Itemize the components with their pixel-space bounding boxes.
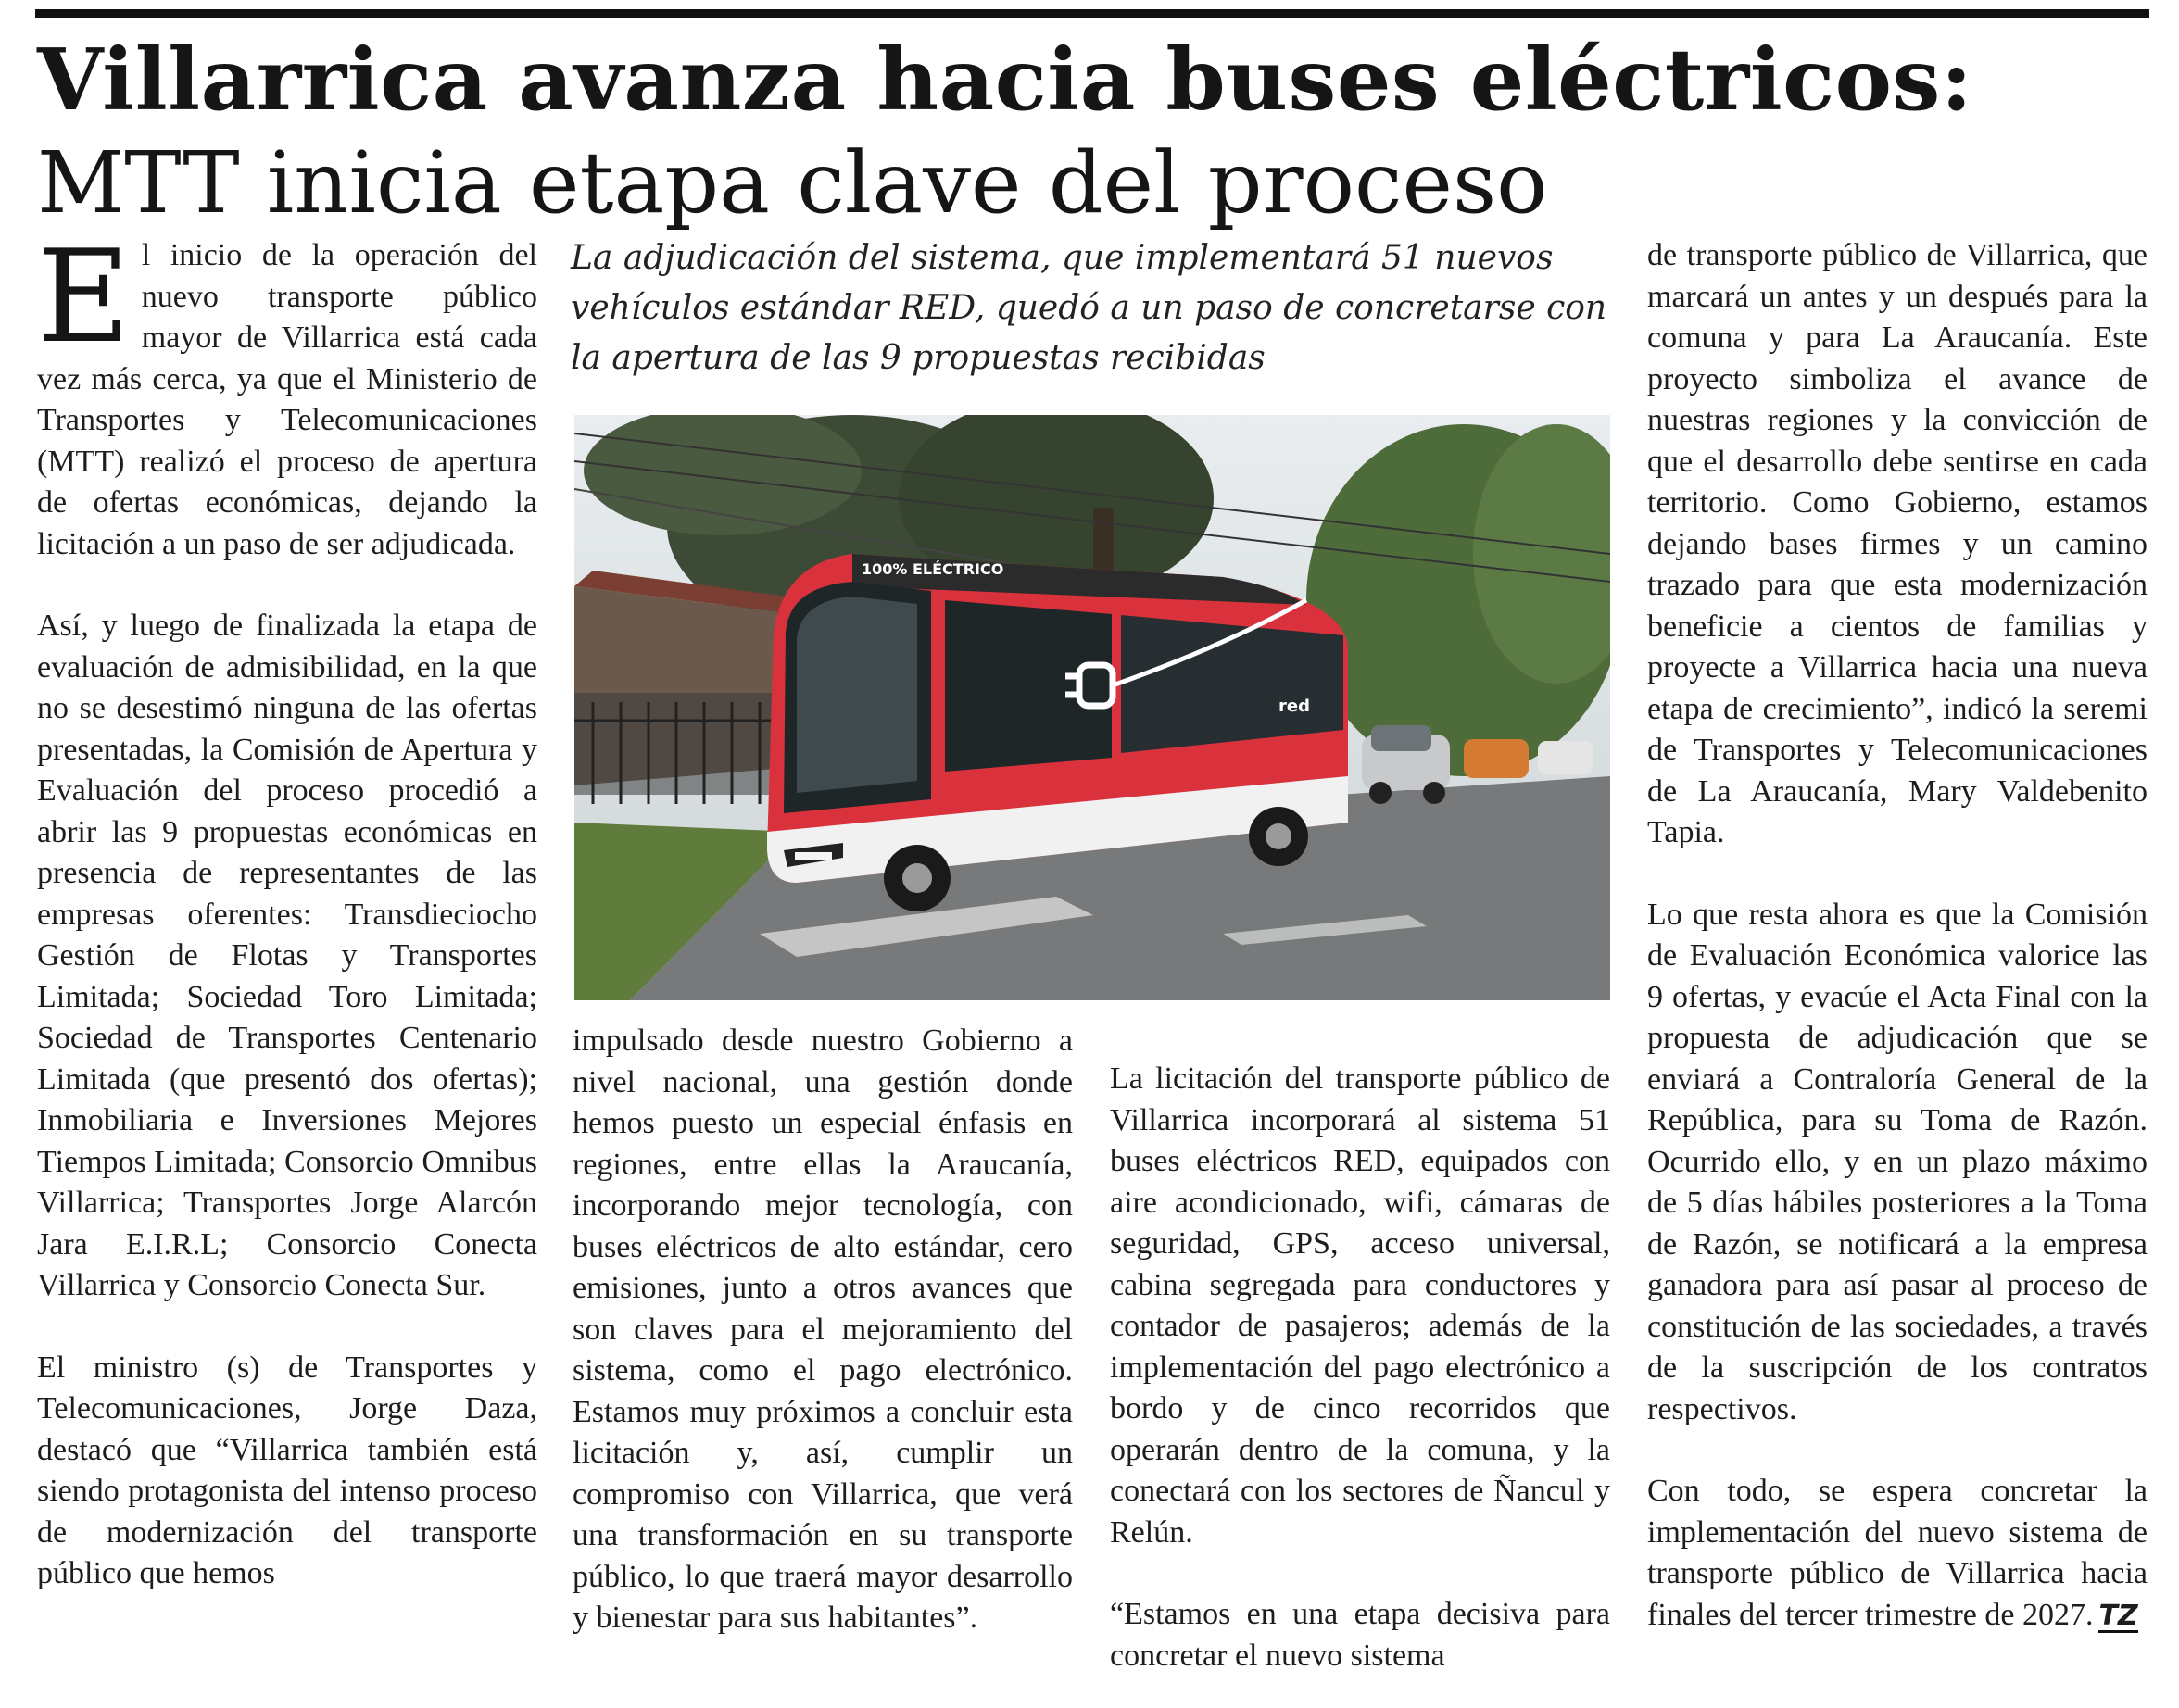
headline-line-2: MTT inicia etapa clave del proceso (37, 133, 1548, 232)
paragraph: impulsado desde nuestro Gobierno a nivel nacional, una gestión donde hemos puesto un especial énfasis en regiones, entre ellas la Araucanía, incorporando mejor tecnología, con buses eléctricos de alto estándar, cero emisiones, junto a otros avances que son claves para el mejoramiento del sistema, como el pago electrónico. Estamos muy próximos a concluir esta licitación y, así, cumplir un compromiso con Villarrica, que verá una transformación en su transporte público, lo que traerá mayor desarrollo y bienestar para sus habitantes”. (573, 1024, 1073, 1635)
paragraph-text: l inicio de la operación del nuevo transporte público mayor de Villarrica está cada vez más cerca, ya que el Ministerio de Transportes y Telecomunicaciones (MTT) realizó el proceso de apertura de ofertas económicas, dejando la licitación a un paso de ser adjudicada. (37, 238, 537, 561)
article-column-4 (1647, 235, 2148, 1636)
paragraph: Lo que resta ahora es que la Comisión de Evaluación Económica valorice las 9 ofertas, y evacúe el Acta Final con la propuesta de adjudicación que se enviará a Contraloría General de la República, para su Toma de Razón. Ocurrido ello, y en un plazo máximo de 5 días hábiles posteriores a la Toma de Razón, se notificará a la empresa ganadora para así pasar al proceso de constitución de las sociedades, a través de la suscripción de los contratos respectivos. (1647, 897, 2148, 1426)
paragraph: de transporte público de Villarrica, que marcará un antes y un después para la comuna y para La Araucanía. Este proyecto simboliza el avance de nuestras regiones y la convicción de que el desarrollo debe sentirse en cada territorio. Como Gobierno, estamos dejando bases firmes y un camino trazado para que esta modernización beneficie a cientos de familias y proyecte a Villarrica hacia una nueva etapa de crecimiento”, indicó la seremi de Transportes y Telecomunicaciones de La Araucanía, Mary Valdebenito Tapia. (1647, 238, 2148, 849)
paragraph: La licitación del transporte público de Villarrica incorporará al sistema 51 buses eléctricos RED, equipados con aire acondicionado, wifi, cámaras de seguridad, GPS, acceso universal, cabina segregada para conductores y contador de pasajeros; además de la implementación del pago electrónico a bordo y de cinco recorridos que operarán dentro de la comuna, y la conectará con los sectores de Ñancul y Relún. (1110, 1061, 1610, 1550)
paragraph (37, 222, 537, 565)
end-mark-logo: TZ (2098, 1599, 2138, 1632)
headline-line-1: Villarrica avanza hacia buses eléctricos: (37, 30, 1973, 130)
bus-sign-text: 100% ELÉCTRICO (862, 560, 1004, 578)
article-column-3 (1110, 1059, 1610, 1677)
article-column-1 (37, 222, 537, 1595)
paragraph: “Estamos en una etapa decisiva para concretar el nuevo sistema (1110, 1597, 1610, 1673)
paragraph (1647, 1471, 2148, 1636)
top-rule (35, 9, 2149, 18)
paragraph: Así, y luego de finalizada la etapa de evaluación de admisibilidad, en la que no se desestimó ninguna de las ofertas presentadas, la Comisión de Apertura y Evaluación del proceso procedió a abrir las 9 propuestas económicas en presencia de representantes de las empresas oferentes: Transdieciocho Gestión de Flotas y Transportes Limitada; Sociedad Toro Limitada; Sociedad de Transportes Centenario Limitada (que presentó dos ofertas); Inmobiliaria e Inversiones Mejores Tiempos Limitada; Consorcio Omnibus Villarrica; Transportes Jorge Alarcón Jara E.I.R.L; Consorcio Conecta Villarrica y Consorcio Conecta Sur. (37, 609, 537, 1302)
paragraph-text: Con todo, se espera concretar la implementación del nuevo sistema de transporte público de Villarrica hacia finales del tercer trimestre de 2027. (1647, 1474, 2148, 1632)
article-column-2 (573, 1021, 1073, 1639)
paragraph: El ministro (s) de Transportes y Telecomunicaciones, Jorge Daza, destacó que “Villarrica también está siendo protagonista del intenso proceso de modernización del transporte público que hemos (37, 1350, 537, 1590)
bus-photo-illustration (574, 415, 1610, 1000)
drop-cap: E (37, 222, 131, 371)
bus-photo (574, 415, 1610, 1000)
article-deck: La adjudicación del sistema, que implementará 51 nuevos vehículos estándar RED, quedó a un paso de concretarse con la apertura de las 9 propuestas recibidas (571, 239, 1607, 377)
bus-brand-text: red (1278, 697, 1310, 716)
